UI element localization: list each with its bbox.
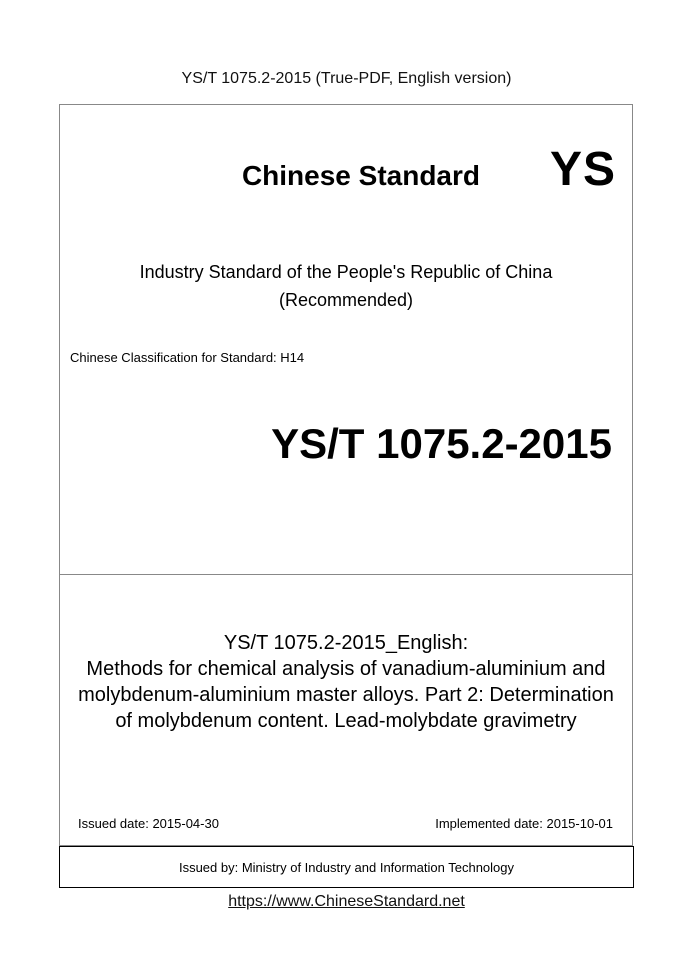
title-line-4: of molybdenum content. Lead-molybdate gravimetry [115,710,577,732]
standard-number: YS/T 1075.2-2015 [271,420,612,467]
implemented-date: Implemented date: 2015-10-01 [435,816,613,831]
title-line-3: molybdenum-aluminium master alloys. Part 2: Determination [78,684,614,706]
issuer-label: Issued by: Ministry of Industry and Information Technology [178,859,515,875]
title-line-1: YS/T 1075.2-2015_English: [223,632,469,654]
title-line-2: Methods for chemical analysis of vanadium-aluminium and [86,658,606,680]
document-title [59,630,633,734]
issued-date: Issued date: 2015-04-30 [78,816,219,831]
industry-line-2: (Recommended) [278,290,414,310]
industry-line-1: Industry Standard of the People's Republic of China [139,262,553,282]
industry-standard-label [59,258,633,314]
chinese-standard-heading: Chinese Standard [241,160,480,191]
website-link[interactable]: https://www.ChineseStandard.net [228,893,465,910]
classification-label: Chinese Classification for Standard: H14 [70,350,305,365]
document-header-title: YS/T 1075.2-2015 (True-PDF, English version) [181,70,512,87]
issuer-box [59,846,634,888]
ys-logo: YS [550,143,617,196]
